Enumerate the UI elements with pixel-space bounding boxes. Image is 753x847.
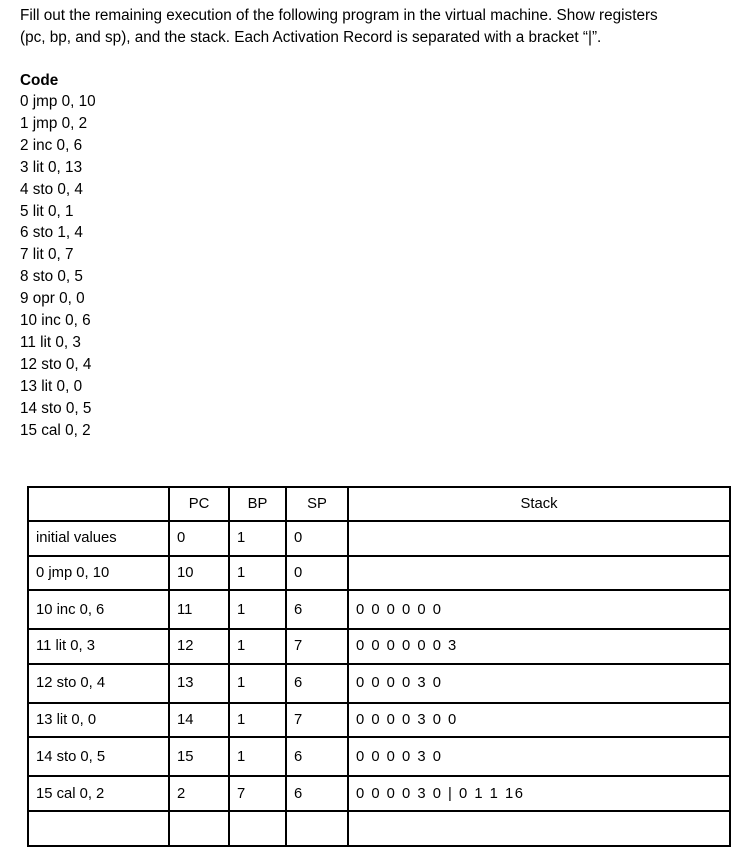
code-line: 11 lit 0, 3 [20,333,81,351]
cell-sp: 6 [286,664,348,703]
cell-pc: 15 [169,737,229,776]
code-line: 3 lit 0, 13 [20,158,83,176]
table-row [28,811,730,846]
cell-sp: 6 [286,737,348,776]
cell-pc: 14 [169,703,229,738]
table-row [28,776,730,811]
header-stack: Stack [348,487,730,521]
cell-pc [169,811,229,846]
cell-bp: 1 [229,629,286,664]
cell-stack [348,811,730,846]
cell-stack: 0 0 0 0 3 0 0 [348,703,730,738]
cell-sp: 6 [286,590,348,629]
cell-stack: 0 0 0 0 3 0 [348,664,730,703]
table-row [28,737,730,776]
cell-instruction: 10 inc 0, 6 [28,590,169,629]
code-line: 2 inc 0, 6 [20,136,83,154]
table-row [28,629,730,664]
code-line: 10 inc 0, 6 [20,312,91,330]
cell-instruction: 15 cal 0, 2 [28,776,169,811]
cell-sp: 0 [286,556,348,591]
cell-bp: 7 [229,776,286,811]
cell-instruction: 14 sto 0, 5 [28,737,169,776]
instructions-line-1: Fill out the remaining execution of the following program in the virtual machine. Show registers [20,7,658,24]
execution-table [27,486,731,847]
cell-instruction: 11 lit 0, 3 [28,629,169,664]
code-line: 1 jmp 0, 2 [20,114,88,132]
cell-instruction [28,811,169,846]
cell-stack [348,556,730,591]
cell-bp: 1 [229,590,286,629]
cell-sp: 0 [286,521,348,556]
code-line: 6 sto 1, 4 [20,224,83,242]
cell-sp: 6 [286,776,348,811]
code-line: 9 opr 0, 0 [20,290,85,308]
table-row [28,590,730,629]
cell-instruction: 0 jmp 0, 10 [28,556,169,591]
code-line: 8 sto 0, 5 [20,268,83,286]
cell-bp: 1 [229,556,286,591]
code-line: 0 jmp 0, 10 [20,93,96,110]
instructions-text [20,5,740,48]
cell-instruction: initial values [28,521,169,556]
cell-instruction: 12 sto 0, 4 [28,664,169,703]
table-row [28,703,730,738]
cell-pc: 12 [169,629,229,664]
cell-sp [286,811,348,846]
cell-bp [229,811,286,846]
code-line: 5 lit 0, 1 [20,202,74,220]
code-line: 4 sto 0, 4 [20,180,83,198]
cell-stack: 0 0 0 0 0 0 3 [348,629,730,664]
table-header-row [28,487,730,521]
instructions-line-2: (pc, bp, and sp), and the stack. Each Activation Record is separated with a bracket “|”. [20,28,602,46]
cell-bp: 1 [229,703,286,738]
header-instruction [28,487,169,521]
code-line: 15 cal 0, 2 [20,421,91,439]
cell-bp: 1 [229,664,286,703]
cell-sp: 7 [286,629,348,664]
code-line: 14 sto 0, 5 [20,399,92,417]
cell-stack: 0 0 0 0 3 0 | 0 1 1 16 [348,776,730,811]
cell-instruction: 13 lit 0, 0 [28,703,169,738]
code-listing [20,91,96,442]
cell-bp: 1 [229,521,286,556]
cell-stack: 0 0 0 0 0 0 [348,590,730,629]
cell-stack: 0 0 0 0 3 0 [348,737,730,776]
header-sp: SP [286,487,348,521]
cell-pc: 11 [169,590,229,629]
cell-stack [348,521,730,556]
table-row [28,664,730,703]
header-pc: PC [169,487,229,521]
code-line: 12 sto 0, 4 [20,355,92,373]
cell-pc: 10 [169,556,229,591]
table-row [28,521,730,556]
cell-bp: 1 [229,737,286,776]
header-bp: BP [229,487,286,521]
cell-pc: 13 [169,664,229,703]
code-line: 7 lit 0, 7 [20,246,74,264]
cell-pc: 2 [169,776,229,811]
code-line: 13 lit 0, 0 [20,377,83,395]
code-title: Code [20,72,59,89]
table-row [28,556,730,591]
cell-pc: 0 [169,521,229,556]
cell-sp: 7 [286,703,348,738]
